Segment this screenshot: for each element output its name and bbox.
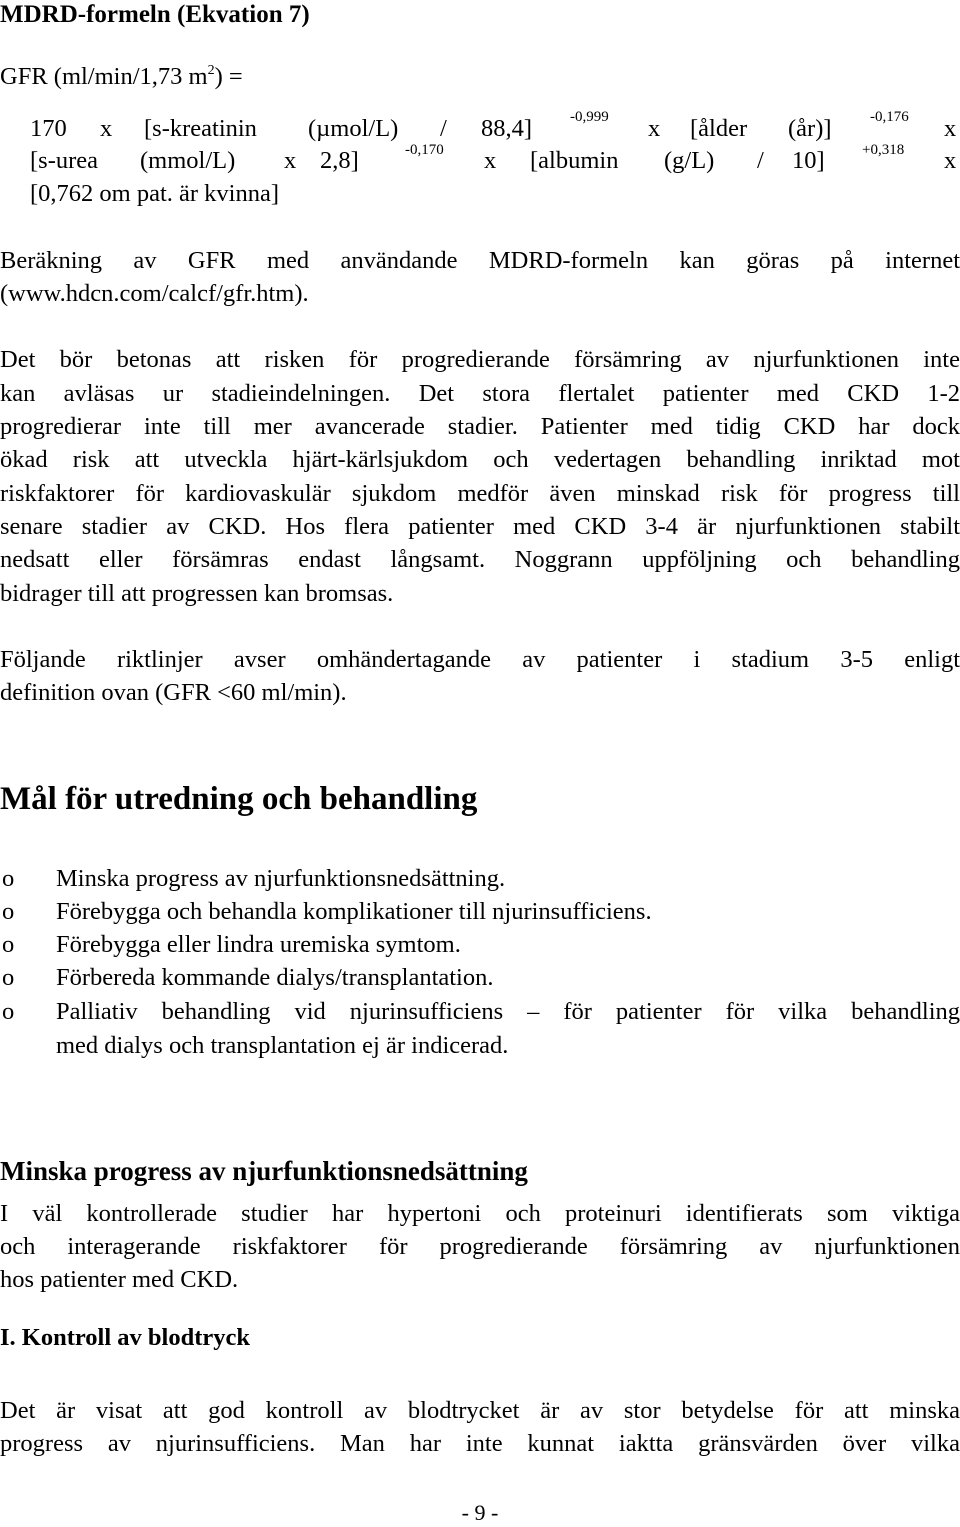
goal-text: Förbereda kommande dialys/transplantation. [56, 964, 494, 991]
goal-text: Förebygga och behandla komplikationer till njurinsufficiens. [56, 898, 652, 925]
paragraph-progress-line: hos patienter med CKD. [0, 1266, 239, 1293]
exponent-urea: -0,170 [405, 142, 444, 158]
paragraph-progress-line: I väl kontrollerade studier har hypertoni och proteinuri identifierats som viktiga [0, 1200, 960, 1227]
formula-token: 88,4] [481, 115, 533, 142]
paragraph-guidelines-line: definition ovan (GFR <60 ml/min). [0, 679, 347, 706]
paragraph-risk-line: ökad risk att utveckla hjärt-kärlsjukdom och vedertagen behandling inriktad mot [0, 446, 960, 473]
formula-token: 2,8] [320, 147, 359, 174]
formula-token: (år)] [788, 115, 832, 142]
goal-text: Palliativ behandling vid njurinsufficiens – för patienter för vilka behandling [56, 998, 960, 1025]
paragraph-bp-line: Det är visat att god kontroll av blodtrycket är av stor betydelse för att minska [0, 1397, 960, 1424]
formula-token: x [648, 115, 661, 142]
formula-token: (µmol/L) [308, 115, 399, 142]
formula-token: (g/L) [664, 147, 715, 174]
formula-lhs-prefix: GFR (ml/min/1,73 m [0, 63, 208, 90]
paragraph-risk-line: kan avläsas ur stadieindelningen. Det stora flertalet patienter med CKD 1-2 [0, 380, 960, 407]
formula-token: x [944, 147, 957, 174]
goal-text: Förebygga eller lindra uremiska symtom. [56, 931, 461, 958]
formula-token: [s-kreatinin [144, 115, 257, 142]
formula-token: / [440, 115, 447, 142]
formula-lhs-suffix: ) = [214, 63, 243, 90]
heading-progress: Minska progress av njurfunktionsnedsättning [0, 1156, 528, 1186]
formula-token: / [757, 147, 764, 174]
formula-token: x [284, 147, 297, 174]
paragraph-progress-line: och interagerande riskfaktorer för progredierande försämring av njurfunktionen [0, 1233, 960, 1260]
paragraph-risk-line: riskfaktorer för kardiovaskulär sjukdom medför även minskad risk för progress till [0, 480, 960, 507]
section-title: MDRD-formeln (Ekvation 7) [0, 1, 310, 28]
heading-goals: Mål för utredning och behandling [0, 781, 478, 817]
paragraph-risk-line: nedsatt eller försämras endast långsamt. Noggrann uppföljning och behandling [0, 546, 960, 573]
formula-token: [albumin [530, 147, 619, 174]
paragraph-risk-line: Det bör betonas att risken för progredierande försämring av njurfunktionen inte [0, 346, 960, 373]
formula-lhs [0, 62, 960, 92]
bullet-mark: o [2, 964, 15, 991]
goal-text-continuation: med dialys och transplantation ej är indicerad. [56, 1032, 509, 1059]
paragraph-risk-line: senare stadier av CKD. Hos flera patienter med CKD 3-4 är njurfunktionen stabilt [0, 513, 960, 540]
formula-token: x [100, 115, 113, 142]
formula-row-3: [0,762 om pat. är kvinna] [30, 180, 280, 207]
paragraph-internet-line: (www.hdcn.com/calcf/gfr.htm). [0, 280, 309, 307]
formula-token: x [944, 115, 957, 142]
formula-token: [ålder [690, 115, 748, 142]
exponent-albumin: +0,318 [862, 142, 905, 158]
paragraph-guidelines-line: Följande riktlinjer avser omhändertagande av patienter i stadium 3-5 enligt [0, 646, 960, 673]
bullet-mark: o [2, 865, 15, 892]
paragraph-internet-line: Beräkning av GFR med användande MDRD-formeln kan göras på internet [0, 247, 960, 274]
bullet-mark: o [2, 898, 15, 925]
bullet-mark: o [2, 998, 15, 1025]
heading-blood-pressure: I. Kontroll av blodtryck [0, 1324, 251, 1351]
page-number: - 9 - [461, 1500, 499, 1525]
formula-token: 170 [30, 115, 67, 142]
formula-token: [s-urea [30, 147, 99, 174]
formula-lhs-sup: 2 [207, 63, 215, 78]
exponent-kreatinin: -0,999 [570, 109, 609, 125]
bullet-mark: o [2, 931, 15, 958]
exponent-alder: -0,176 [870, 109, 909, 125]
formula-token: x [484, 147, 497, 174]
goal-text: Minska progress av njurfunktionsnedsättning. [56, 865, 506, 892]
formula-token: (mmol/L) [140, 147, 236, 174]
paragraph-risk-line: progredierar inte till mer avancerade stadier. Patienter med tidig CKD har dock [0, 413, 960, 440]
paragraph-bp-line: progress av njurinsufficiens. Man har inte kunnat iaktta gränsvärden över vilka [0, 1430, 960, 1457]
formula-token: 10] [792, 147, 825, 174]
paragraph-risk-line: bidrager till att progressen kan bromsas. [0, 580, 394, 607]
